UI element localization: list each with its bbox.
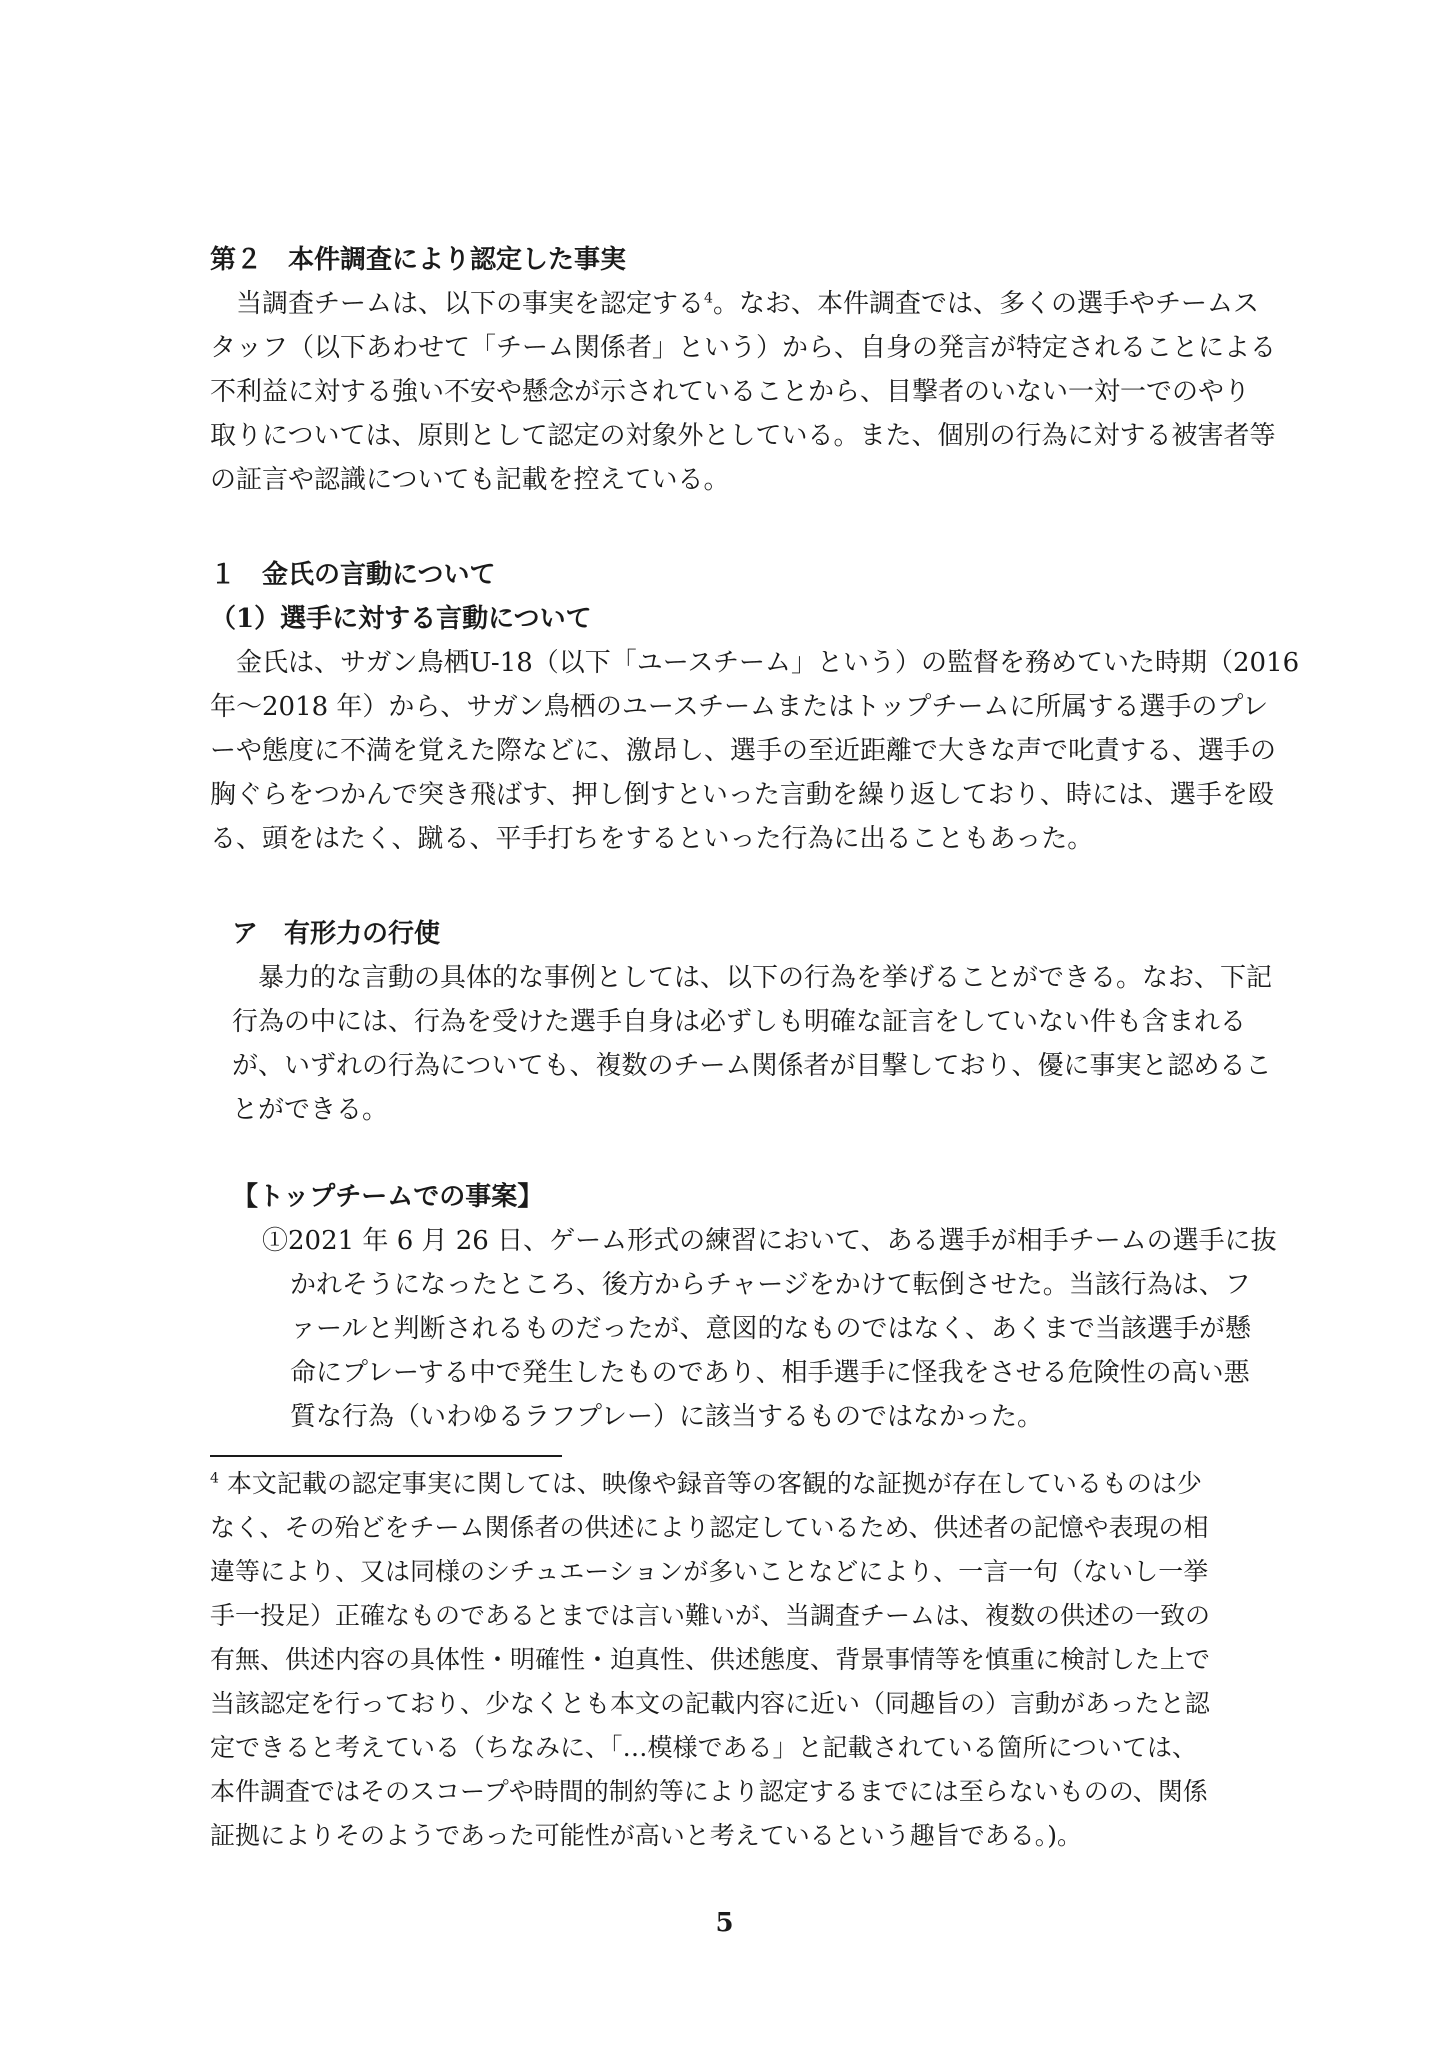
footnote-line-2: なく、その殆どをチーム関係者の供述により認定しているため、供述者の記憶や表現の相 bbox=[210, 1513, 1209, 1542]
footnote bbox=[210, 1462, 1210, 1858]
subsection-subheading: （1）選手に対する言動について bbox=[210, 604, 592, 634]
footnote-ref: 4 bbox=[704, 290, 713, 307]
section-heading: 第２ 本件調査により認定した事実 bbox=[210, 245, 627, 275]
body-line-4: 胸ぐらをつかんで突き飛ばす、押し倒すといった言動を繰り返しており、時には、選手を殴 bbox=[210, 780, 1274, 810]
intro-line-3: 不利益に対する強い不安や懸念が示されていることから、目撃者のいない一対一でのやり bbox=[210, 377, 1251, 407]
item-a-heading: ア 有形力の行使 bbox=[232, 919, 441, 949]
subsection-body bbox=[210, 641, 1299, 861]
footnote-line-1: $^4$ 本文記載の認定事実に関しては、映像や録音等の客観的な証拠が存在しているものは少 bbox=[210, 1469, 1202, 1498]
subsection-heading: １ 金氏の言動について bbox=[210, 560, 496, 590]
case-1-line-2: かれそうになったところ、後方からチャージをかけて転倒させた。当該行為は、フ bbox=[290, 1270, 1251, 1300]
footnote-line-5: 有無、供述内容の具体性・明確性・迫真性、供述態度、背景事情等を慎重に検討した上で bbox=[210, 1645, 1211, 1674]
body-line-2: 年～2018 年）から、サガン鳥栖のユースチームまたはトップチームに所属する選手のプレ bbox=[210, 692, 1269, 722]
footnote-line-8: 本件調査ではそのスコープや時間的制約等により認定するまでには至らないものの、関係 bbox=[210, 1777, 1208, 1806]
body-line-3: ーや態度に不満を覚えた際などに、激昂し、選手の至近距離で大きな声で叱責する、選手の bbox=[210, 736, 1277, 766]
footnote-line-3: 違等により、又は同様のシチュエーションが多いことなどにより、一言一句（ないし一挙 bbox=[210, 1557, 1209, 1586]
case-1 bbox=[262, 1219, 1277, 1439]
item-a-line-3: が、いずれの行為についても、複数のチーム関係者が目撃しており、優に事実と認めるこ bbox=[232, 1051, 1272, 1081]
intro-line-1: 当調査チームは、以下の事実を認定する$^4$。なお、本件調査では、多くの選手やチームス bbox=[210, 289, 1259, 319]
case-1-line-3: ァールと判断されるものだったが、意図的なものではなく、あくまで当該選手が懸 bbox=[290, 1314, 1251, 1344]
footnote-number: 4 bbox=[210, 1470, 219, 1487]
footnote-line-7: 定できると考えている（ちなみに、「…模様である」と記載されている箇所については、 bbox=[210, 1733, 1198, 1762]
item-a-line-4: とができる。 bbox=[232, 1095, 389, 1125]
item-a-line-1: 暴力的な言動の具体的な事例としては、以下の行為を挙げることができる。なお、下記 bbox=[232, 963, 1273, 993]
body-line-1: 金氏は、サガン鳥栖U-18（以下「ユースチーム」という）の監督を務めていた時期（2016 bbox=[210, 648, 1300, 678]
item-a-body bbox=[232, 956, 1272, 1132]
footnote-line-4: 手一投足）正確なものであるとまでは言い難いが、当調査チームは、複数の供述の一致の bbox=[210, 1601, 1211, 1630]
case-1-line-1: ①2021 年 6 月 26 日、ゲーム形式の練習において、ある選手が相手チームの選手に抜 bbox=[262, 1226, 1277, 1256]
page-number: 5 bbox=[715, 1908, 734, 1938]
case-1-line-4: 命にプレーする中で発生したものであり、相手選手に怪我をさせる危険性の高い悪 bbox=[290, 1358, 1250, 1388]
top-team-heading: 【トップチームでの事案】 bbox=[232, 1182, 544, 1212]
body-line-5: る、頭をはたく、蹴る、平手打ちをするといった行為に出ることもあった。 bbox=[210, 824, 1094, 854]
intro-line-4: 取りについては、原則として認定の対象外としている。また、個別の行為に対する被害者等 bbox=[210, 421, 1276, 451]
item-a-line-2: 行為の中には、行為を受けた選手自身は必ずしも明確な証言をしていない件も含まれる bbox=[232, 1007, 1247, 1037]
case-1-line-5: 質な行為（いわゆるラフプレー）に該当するものではなかった。 bbox=[290, 1402, 1043, 1432]
intro-line-2: タッフ（以下あわせて「チーム関係者」という）から、自身の発言が特定されることによる bbox=[210, 333, 1277, 363]
footnote-divider bbox=[210, 1455, 562, 1457]
footnote-line-9: 証拠によりそのようであった可能性が高いと考えているという趣旨である。)。 bbox=[210, 1821, 1083, 1850]
section-intro bbox=[210, 282, 1276, 502]
footnote-line-6: 当該認定を行っており、少なくとも本文の記載内容に近い（同趣旨の）言動があったと認 bbox=[210, 1689, 1210, 1718]
intro-line-5: の証言や認識についても記載を控えている。 bbox=[210, 465, 730, 495]
